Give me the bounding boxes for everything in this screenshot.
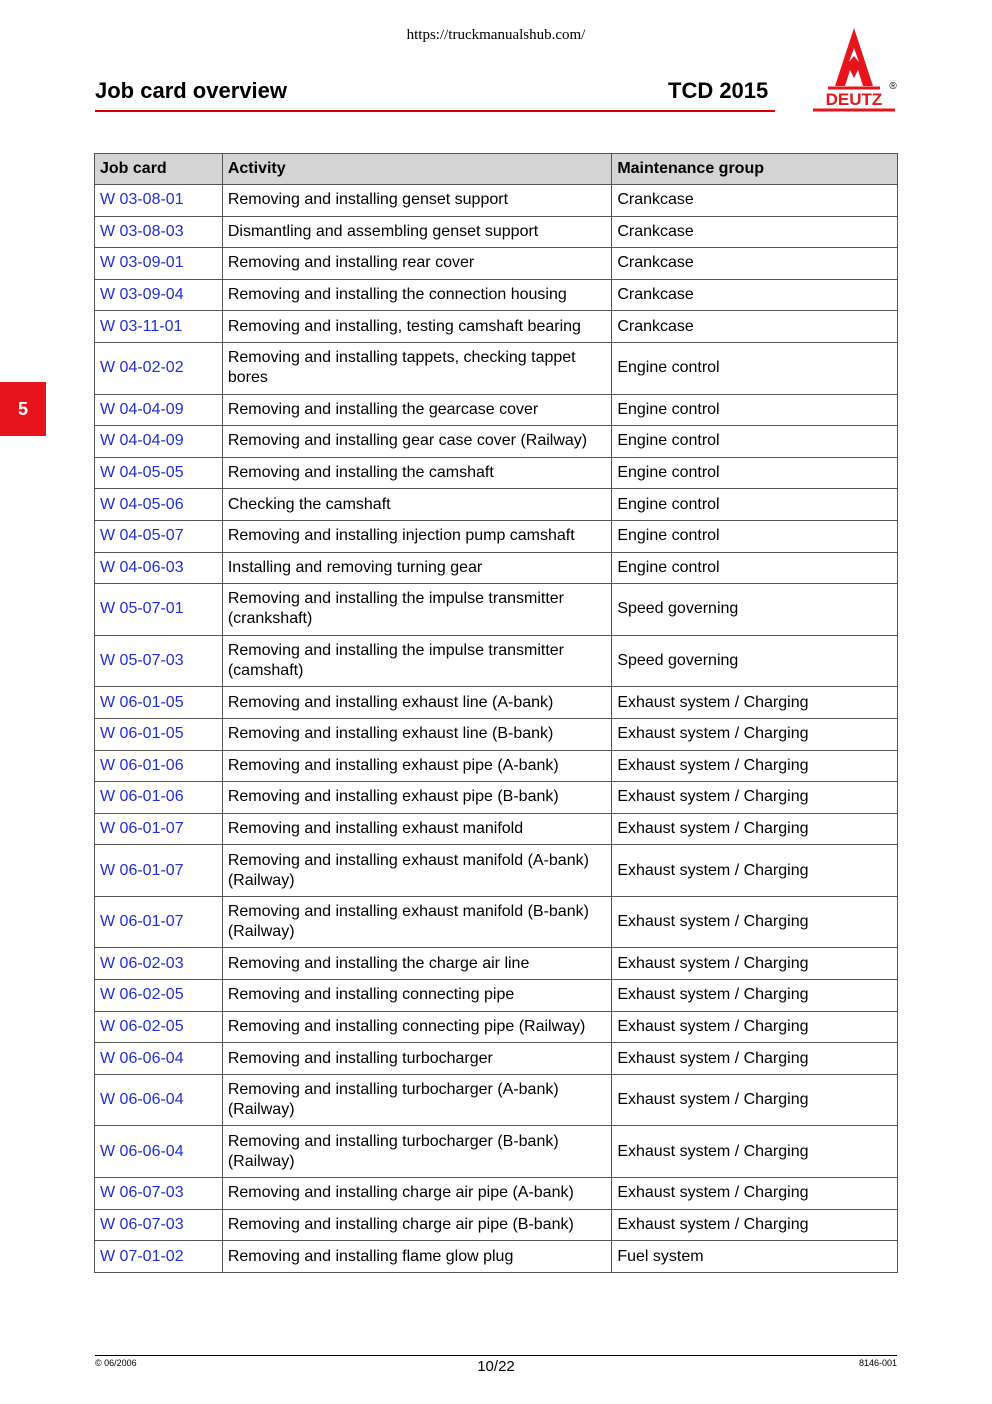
source-url[interactable]: https://truckmanualshub.com/ (406, 27, 586, 43)
table-row (95, 311, 898, 343)
table-row (95, 896, 898, 948)
activity-cell: Removing and installing the gearcase cover (222, 394, 611, 426)
maintenance-group-cell: Exhaust system / Charging (612, 813, 898, 845)
table-row (95, 1126, 898, 1178)
activity-cell: Removing and installing the camshaft (222, 457, 611, 489)
maintenance-group-cell: Fuel system (612, 1241, 898, 1273)
page-title: Job card overview (95, 78, 287, 103)
table-row (95, 426, 898, 458)
activity-cell: Removing and installing the impulse transmitter (camshaft) (222, 635, 611, 687)
maintenance-group-cell: Engine control (612, 520, 898, 552)
maintenance-group-cell: Crankcase (612, 248, 898, 280)
job-card-link[interactable]: W 03-11-01 (95, 311, 223, 343)
header-divider (95, 110, 775, 112)
job-card-link[interactable]: W 05-07-03 (95, 635, 223, 687)
maintenance-group-cell: Exhaust system / Charging (612, 1126, 898, 1178)
engine-model: TCD 2015 (668, 78, 769, 103)
chapter-tab: 5 (0, 382, 46, 436)
activity-cell: Removing and installing exhaust line (A-bank) (222, 687, 611, 719)
activity-cell: Removing and installing turbocharger (B-bank) (Railway) (222, 1126, 611, 1178)
table-row (95, 845, 898, 897)
job-card-link[interactable]: W 04-05-05 (95, 457, 223, 489)
activity-cell: Removing and installing exhaust manifold (222, 813, 611, 845)
maintenance-group-cell: Engine control (612, 426, 898, 458)
job-card-link[interactable]: W 03-08-03 (95, 216, 223, 248)
activity-cell: Installing and removing turning gear (222, 552, 611, 584)
table-row (95, 342, 898, 394)
table-row (95, 552, 898, 584)
activity-cell: Removing and installing the connection housing (222, 279, 611, 311)
activity-cell: Removing and installing the charge air line (222, 948, 611, 980)
activity-cell: Removing and installing flame glow plug (222, 1241, 611, 1273)
job-card-link[interactable]: W 06-07-03 (95, 1209, 223, 1241)
job-card-link[interactable]: W 06-07-03 (95, 1178, 223, 1210)
table-row (95, 718, 898, 750)
footer-copyright: © 06/2006 (95, 1358, 137, 1368)
maintenance-group-cell: Exhaust system / Charging (612, 948, 898, 980)
table-row (95, 457, 898, 489)
activity-cell: Checking the camshaft (222, 489, 611, 521)
job-card-link[interactable]: W 04-06-03 (95, 552, 223, 584)
table-body (95, 185, 898, 1273)
table-header-row (95, 154, 898, 185)
maintenance-group-cell: Speed governing (612, 584, 898, 636)
maintenance-group-cell: Exhaust system / Charging (612, 896, 898, 948)
activity-cell: Removing and installing exhaust line (B-bank) (222, 718, 611, 750)
activity-cell: Removing and installing connecting pipe (222, 980, 611, 1012)
registered-mark: ® (889, 81, 897, 92)
deutz-flame-icon (835, 28, 873, 86)
job-card-link[interactable]: W 04-04-09 (95, 394, 223, 426)
deutz-logo (808, 26, 900, 114)
activity-cell: Removing and installing exhaust manifold (A-bank) (Railway) (222, 845, 611, 897)
maintenance-group-cell: Engine control (612, 342, 898, 394)
table-row (95, 782, 898, 814)
column-header-activity: Activity (222, 154, 611, 185)
job-card-link[interactable]: W 03-09-01 (95, 248, 223, 280)
table-row (95, 1178, 898, 1210)
maintenance-group-cell: Crankcase (612, 185, 898, 217)
table-row (95, 216, 898, 248)
column-header-maintenance-group: Maintenance group (612, 154, 898, 185)
job-card-link[interactable]: W 04-02-02 (95, 342, 223, 394)
activity-cell: Removing and installing tappets, checking tappet bores (222, 342, 611, 394)
table-row (95, 750, 898, 782)
table-row (95, 1043, 898, 1075)
job-card-link[interactable]: W 06-01-06 (95, 782, 223, 814)
job-card-link[interactable]: W 03-08-01 (95, 185, 223, 217)
footer-divider (95, 1355, 897, 1356)
job-card-link[interactable]: W 06-06-04 (95, 1126, 223, 1178)
table-row (95, 813, 898, 845)
activity-cell: Removing and installing exhaust manifold (B-bank) (Railway) (222, 896, 611, 948)
job-card-link[interactable]: W 07-01-02 (95, 1241, 223, 1273)
table-row (95, 489, 898, 521)
job-card-link[interactable]: W 06-01-07 (95, 845, 223, 897)
logo-text: DEUTZ (825, 90, 883, 109)
table-row (95, 635, 898, 687)
activity-cell: Removing and installing, testing camshaft bearing (222, 311, 611, 343)
activity-cell: Dismantling and assembling genset support (222, 216, 611, 248)
activity-cell: Removing and installing exhaust pipe (B-bank) (222, 782, 611, 814)
table-row (95, 980, 898, 1012)
column-header-job-card: Job card (95, 154, 223, 185)
table-row (95, 584, 898, 636)
job-card-table (94, 153, 898, 1273)
activity-cell: Removing and installing charge air pipe (B-bank) (222, 1209, 611, 1241)
table-row (95, 1011, 898, 1043)
job-card-link[interactable]: W 06-06-04 (95, 1043, 223, 1075)
maintenance-group-cell: Exhaust system / Charging (612, 1209, 898, 1241)
activity-cell: Removing and installing turbocharger (222, 1043, 611, 1075)
maintenance-group-cell: Engine control (612, 489, 898, 521)
job-card-link[interactable]: W 06-01-05 (95, 718, 223, 750)
maintenance-group-cell: Exhaust system / Charging (612, 1074, 898, 1126)
table-row (95, 687, 898, 719)
maintenance-group-cell: Exhaust system / Charging (612, 980, 898, 1012)
maintenance-group-cell: Exhaust system / Charging (612, 1011, 898, 1043)
table-row (95, 1074, 898, 1126)
job-card-link[interactable]: W 06-02-03 (95, 948, 223, 980)
maintenance-group-cell: Speed governing (612, 635, 898, 687)
table-row (95, 1241, 898, 1273)
table-row (95, 394, 898, 426)
activity-cell: Removing and installing exhaust pipe (A-bank) (222, 750, 611, 782)
activity-cell: Removing and installing charge air pipe (A-bank) (222, 1178, 611, 1210)
job-card-link[interactable]: W 06-01-07 (95, 813, 223, 845)
activity-cell: Removing and installing connecting pipe (Railway) (222, 1011, 611, 1043)
page-number: 10/22 (477, 1358, 515, 1375)
job-card-link[interactable]: W 06-06-04 (95, 1074, 223, 1126)
table-row (95, 520, 898, 552)
maintenance-group-cell: Engine control (612, 394, 898, 426)
job-card-link[interactable]: W 06-01-05 (95, 687, 223, 719)
activity-cell: Removing and installing genset support (222, 185, 611, 217)
job-card-link[interactable]: W 06-02-05 (95, 1011, 223, 1043)
activity-cell: Removing and installing turbocharger (A-bank) (Railway) (222, 1074, 611, 1126)
document-number: 8146-001 (858, 1358, 897, 1368)
table-row (95, 185, 898, 217)
table-row (95, 948, 898, 980)
activity-cell: Removing and installing injection pump camshaft (222, 520, 611, 552)
table-row (95, 1209, 898, 1241)
maintenance-group-cell: Exhaust system / Charging (612, 687, 898, 719)
job-card-link[interactable]: W 06-01-06 (95, 750, 223, 782)
job-card-link[interactable]: W 06-02-05 (95, 980, 223, 1012)
activity-cell: Removing and installing gear case cover (Railway) (222, 426, 611, 458)
maintenance-group-cell: Exhaust system / Charging (612, 845, 898, 897)
job-card-link[interactable]: W 03-09-04 (95, 279, 223, 311)
maintenance-group-cell: Crankcase (612, 216, 898, 248)
maintenance-group-cell: Exhaust system / Charging (612, 718, 898, 750)
maintenance-group-cell: Exhaust system / Charging (612, 1178, 898, 1210)
maintenance-group-cell: Exhaust system / Charging (612, 782, 898, 814)
job-card-link[interactable]: W 04-05-07 (95, 520, 223, 552)
job-card-link[interactable]: W 05-07-01 (95, 584, 223, 636)
activity-cell: Removing and installing the impulse transmitter (crankshaft) (222, 584, 611, 636)
activity-cell: Removing and installing rear cover (222, 248, 611, 280)
table-row (95, 248, 898, 280)
maintenance-group-cell: Exhaust system / Charging (612, 1043, 898, 1075)
job-card-link[interactable]: W 04-05-06 (95, 489, 223, 521)
table-row (95, 279, 898, 311)
maintenance-group-cell: Crankcase (612, 279, 898, 311)
job-card-link[interactable]: W 04-04-09 (95, 426, 223, 458)
maintenance-group-cell: Engine control (612, 457, 898, 489)
maintenance-group-cell: Exhaust system / Charging (612, 750, 898, 782)
maintenance-group-cell: Engine control (612, 552, 898, 584)
job-card-link[interactable]: W 06-01-07 (95, 896, 223, 948)
maintenance-group-cell: Crankcase (612, 311, 898, 343)
